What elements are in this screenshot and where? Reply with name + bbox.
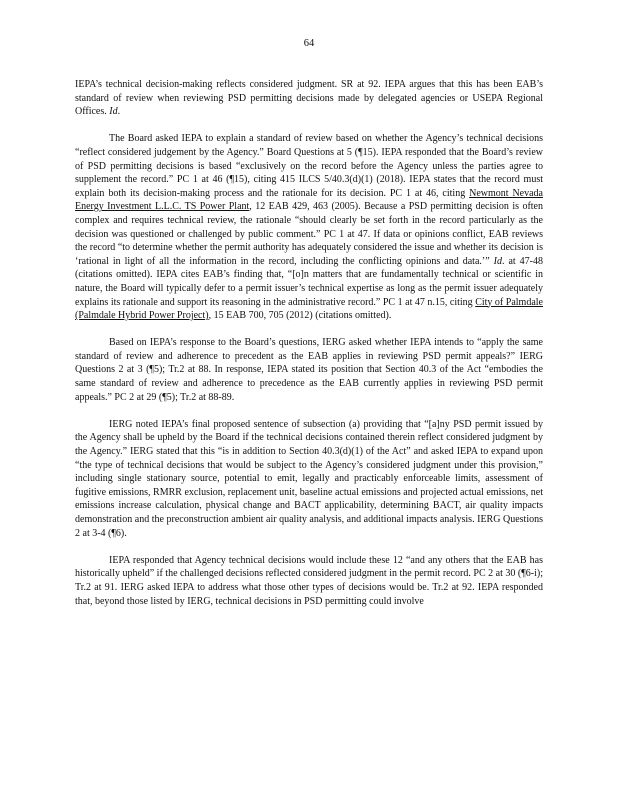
text-run: Based on IEPA’s response to the Board’s questions, IERG asked whether IEPA intends to “apply the same standard of review and adherence to precedent as the EAB applies in reviewing PSD permit appeals?” IERG Questions 2 at 3 (¶5); Tr.2 at 88. In response, IEPA stated its position that Section 40.3 of the Act “embodies the same standard of review and adherence to precedence as the EAB currently applies in reviewing PSD permit appeals.” PC 2 at 29 (¶5); Tr.2 at 88-89. — [75, 337, 543, 403]
page-body — [75, 78, 543, 622]
paragraph — [75, 418, 543, 540]
text-run: IEPA responded that Agency technical decisions would include these 12 “and any others that the EAB has historically upheld” if the challenged decisions reflected considered judgment in the permit record. PC 2 at 30 (¶6-i); Tr.2 at 91. IERG asked IEPA to address what those other types of decisions would be. Tr.2 at 92. IEPA responded that, beyond those listed by IERG, technical decisions in PSD permitting could involve — [75, 554, 543, 607]
text-run: , 12 EAB 429, 463 (2005). Because a PSD permitting decision is often complex and requires technical review, the rationale “should clearly be set forth in the record particularly as the decision was questioned or challenged by public comment.” PC 1 at 47. If data or opinions conflict, EAB reviews the record “to determine whether the permit authority has adequately considered the issue and whether its decision is ‘rational in light of all the information in the record, including the conflicting opinions and data.’” — [75, 201, 543, 267]
paragraph — [75, 336, 543, 404]
citation-id: Id — [493, 255, 502, 267]
text-run: , 15 EAB 700, 705 (2012) (citations omitted). — [208, 310, 392, 322]
text-run: IEPA’s technical decision-making reflects considered judgment. SR at 92. IEPA argues that this has been EAB’s standard of review when reviewing PSD permitting decisions made by delegated agencies or USEPA Regional Offices. — [75, 79, 543, 118]
page-number: 64 — [303, 38, 315, 49]
paragraph — [75, 554, 543, 608]
text-run: . — [117, 106, 121, 118]
case-citation: Newmont Nevada Energy Investment L.L.C. TS Power Plant — [75, 187, 543, 213]
citation-id: Id — [109, 106, 118, 118]
text-run: . at 47-48 (citations omitted). IEPA cites EAB’s finding that, “[o]n matters that are fundamentally technical or scientific in nature, the Board will typically defer to a permit issuer’s technical expertise as long as the permit issuer adequately explains its rationale and support its reasoning in the administrative record.” PC 1 at 47 n.15, citing — [75, 255, 543, 308]
case-citation: City of Palmdale (Palmdale Hybrid Power Project) — [75, 296, 543, 322]
text-run: IERG noted IEPA’s final proposed sentence of subsection (a) providing that “[a]ny PSD permit issued by the Agency shall be upheld by the Board if the technical decisions contained therein reflect considered judgment by the Agency.” IERG stated that this “is in addition to Section 40.3(d)(1) of the Act” and asked IEPA to expand upon “the type of technical decisions that would be subject to the Agency’s considered judgment under this provision,” including single stationary source, potential to emit, legally and practicably enforceable limits, assessment of fugitive emissions, RMRR exclusion, replacement unit, baseline actual emissions and projected actual emissions, net emissions increase calculation, physical change and BACT applicability, determining BACT, air quality impacts demonstration and the preconstruction ambient air quality analysis, and additional impacts analysis. IERG Questions 2 at 3-4 (¶6). — [75, 418, 543, 539]
paragraph — [75, 132, 543, 322]
paragraph — [75, 78, 543, 119]
text-run: The Board asked IEPA to explain a standard of review based on whether the Agency’s technical decisions “reflect considered judgement by the Agency.” Board Questions at 5 (¶15). IEPA responded that the Board’s review of PSD permitting decisions is based “exclusively on the record before the Agency unless the parties agree to supplement the record.” PC 1 at 46 (¶15), citing 415 ILCS 5/40.3(d)(1) (2018). IEPA states that the record must explain both its decision-making process and the rationale for its decision. PC 1 at 46, citing — [75, 133, 543, 199]
